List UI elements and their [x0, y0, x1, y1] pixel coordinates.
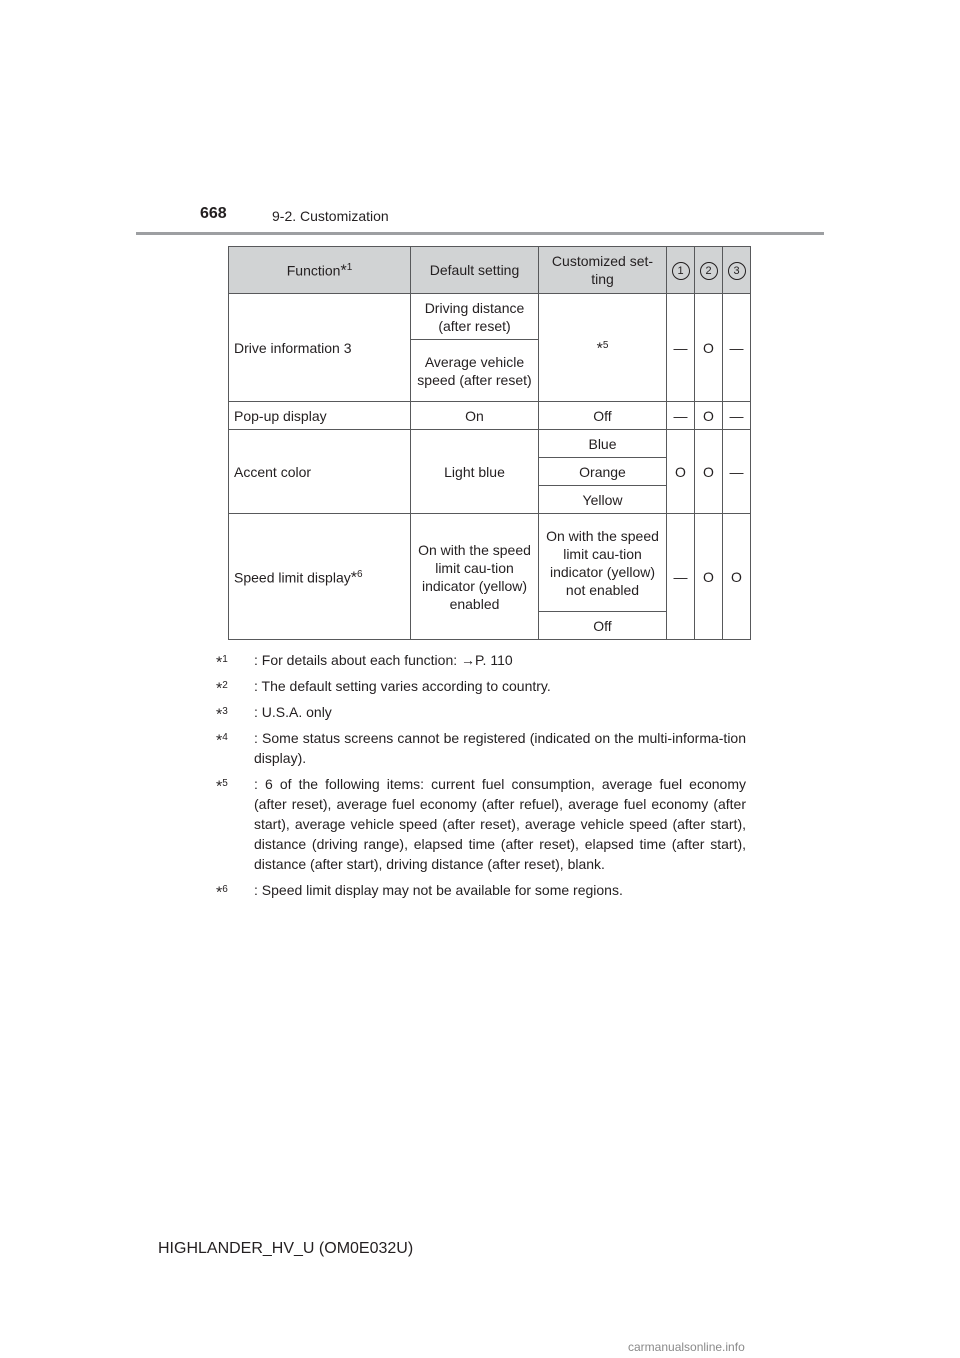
footnote: *$^2$ : The default setting varies according to country. — [216, 678, 551, 698]
default-cell: On with the speed limit cau-tion indicator (yellow) enabled — [411, 514, 539, 640]
custom-cell: Off — [539, 402, 667, 430]
method-3-cell: — — [723, 402, 751, 430]
footnotes — [216, 650, 746, 906]
method-2-cell: O — [695, 430, 723, 514]
method-2-cell: O — [695, 294, 723, 402]
section-title: 9-2. Customization — [272, 208, 389, 224]
header-method-1: 1 — [667, 247, 695, 294]
custom-cell: Blue — [539, 430, 667, 458]
footnote: *$^6$ : Speed limit display may not be available for some regions. — [216, 882, 623, 902]
method-3-cell: — — [723, 430, 751, 514]
method-3-cell: O — [723, 514, 751, 640]
footnote: *$^4$ : Some status screens cannot be registered (indicated on the multi-informa-tion display). — [216, 730, 746, 766]
header-method-2: 2 — [695, 247, 723, 294]
default-cell: Driving distance (after reset) — [411, 294, 539, 340]
watermark: carmanualsonline.info — [628, 1340, 745, 1354]
custom-cell: Orange — [539, 458, 667, 486]
footnote: *$^5$ : 6 of the following items: current fuel consumption, average fuel economy (after reset), average fuel economy (after refuel), average fuel economy (after start), average vehicle speed (after reset), average vehicle speed (after start), distance (driving range), elapsed time (after reset), elapsed time (after start), distance (after start), driving distance (after reset), blank. — [216, 776, 746, 872]
table-row — [229, 430, 751, 458]
customization-table — [228, 246, 751, 640]
table-row — [229, 402, 751, 430]
method-1-cell: — — [667, 294, 695, 402]
function-cell: Accent color — [229, 430, 411, 514]
function-cell: Pop-up display — [229, 402, 411, 430]
header-function: Function*$^1$ — [229, 247, 411, 294]
custom-cell: Off — [539, 612, 667, 640]
custom-cell: Yellow — [539, 486, 667, 514]
method-2-cell: O — [695, 514, 723, 640]
default-cell: Average vehicle speed (after reset) — [411, 340, 539, 402]
custom-cell: *$^5$ — [539, 294, 667, 402]
method-3-cell: — — [723, 294, 751, 402]
custom-cell: On with the speed limit cau-tion indicator (yellow) not enabled — [539, 514, 667, 612]
table-row — [229, 514, 751, 612]
method-1-cell: O — [667, 430, 695, 514]
table-row — [229, 294, 751, 340]
header-rule — [136, 232, 824, 235]
footnote: *$^3$ : U.S.A. only — [216, 704, 332, 724]
method-2-cell: O — [695, 402, 723, 430]
table-header-row — [229, 247, 751, 294]
footnote: *$^1$ : For details about each function: →P. 110 — [216, 652, 513, 672]
default-cell: On — [411, 402, 539, 430]
function-cell: Speed limit display*$^6$ — [229, 514, 411, 640]
header-default-setting: Default setting — [411, 247, 539, 294]
page-number: 668 — [200, 205, 227, 222]
manual-code-footer: HIGHLANDER_HV_U (OM0E032U) — [158, 1240, 414, 1257]
function-cell: Drive information 3 — [229, 294, 411, 402]
header-method-3: 3 — [723, 247, 751, 294]
default-cell: Light blue — [411, 430, 539, 514]
method-1-cell: — — [667, 402, 695, 430]
method-1-cell: — — [667, 514, 695, 640]
header-customized-setting: Customized set-ting — [539, 247, 667, 294]
